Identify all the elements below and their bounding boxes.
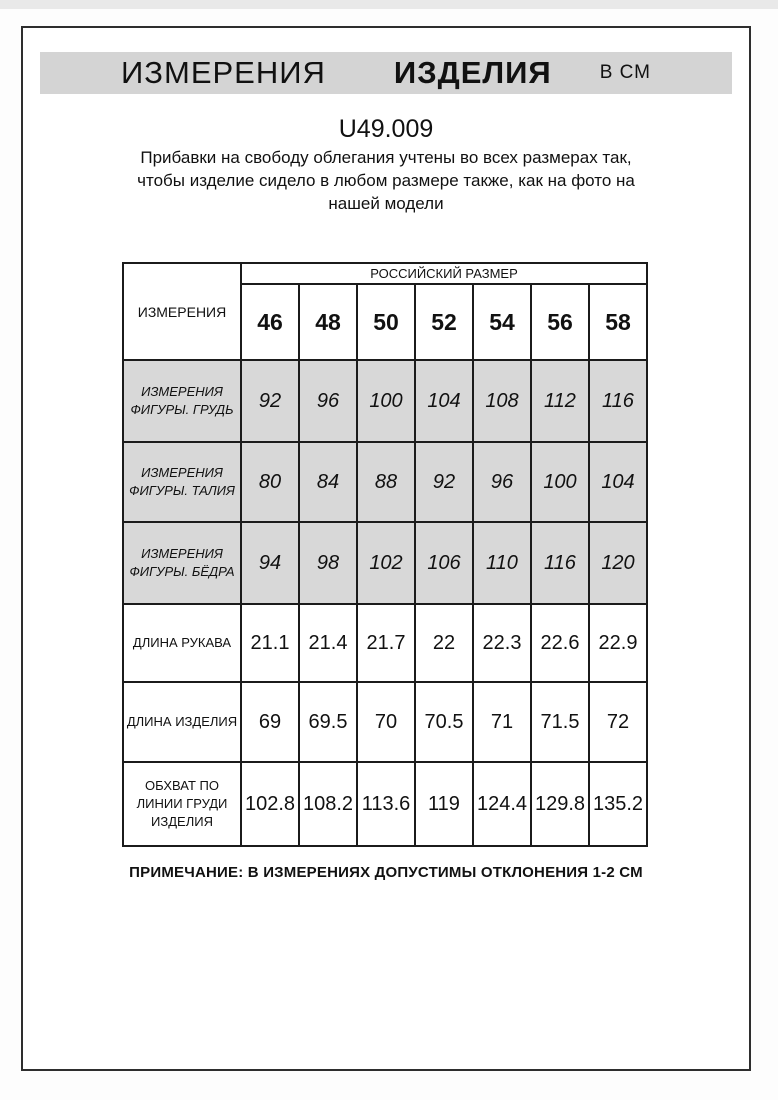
table-row-figure-chest bbox=[123, 360, 647, 442]
row-label: ДЛИНА РУКАВА bbox=[123, 604, 241, 682]
cell-value: 120 bbox=[589, 522, 647, 604]
scan-artifact-strip bbox=[0, 0, 778, 9]
cell-value: 104 bbox=[589, 442, 647, 522]
cell-value: 112 bbox=[531, 360, 589, 442]
row-label: ОБХВАТ ПО ЛИНИИ ГРУДИ ИЗДЕЛИЯ bbox=[123, 762, 241, 846]
fit-description bbox=[23, 146, 749, 215]
size-cell: 54 bbox=[473, 284, 531, 360]
size-cell: 46 bbox=[241, 284, 299, 360]
cell-value: 22.9 bbox=[589, 604, 647, 682]
cell-value: 21.4 bbox=[299, 604, 357, 682]
cell-value: 129.8 bbox=[531, 762, 589, 846]
cell-value: 71.5 bbox=[531, 682, 589, 762]
size-cell: 58 bbox=[589, 284, 647, 360]
table-row-item-length bbox=[123, 682, 647, 762]
cell-value: 96 bbox=[473, 442, 531, 522]
row-label: ИЗМЕРЕНИЯ ФИГУРЫ. БЁДРА bbox=[123, 522, 241, 604]
cell-value: 88 bbox=[357, 442, 415, 522]
title-banner bbox=[40, 52, 732, 94]
table-header-row bbox=[123, 263, 647, 284]
cell-value: 71 bbox=[473, 682, 531, 762]
cell-value: 22.3 bbox=[473, 604, 531, 682]
title-unit: В СМ bbox=[599, 62, 651, 83]
cell-value: 22 bbox=[415, 604, 473, 682]
row-label: ДЛИНА ИЗДЕЛИЯ bbox=[123, 682, 241, 762]
title-measurements: ИЗМЕРЕНИЯ bbox=[121, 55, 326, 90]
cell-value: 116 bbox=[589, 360, 647, 442]
fit-description-line: чтобы изделие сидело в любом размере также, как на фото на bbox=[137, 171, 635, 190]
cell-value: 100 bbox=[357, 360, 415, 442]
table-row-figure-hips bbox=[123, 522, 647, 604]
size-cell: 56 bbox=[531, 284, 589, 360]
cell-value: 70.5 bbox=[415, 682, 473, 762]
cell-value: 100 bbox=[531, 442, 589, 522]
cell-value: 69.5 bbox=[299, 682, 357, 762]
cell-value: 70 bbox=[357, 682, 415, 762]
cell-value: 102.8 bbox=[241, 762, 299, 846]
cell-value: 92 bbox=[241, 360, 299, 442]
cell-value: 108 bbox=[473, 360, 531, 442]
page-frame bbox=[21, 26, 751, 1071]
title-product: ИЗДЕЛИЯ bbox=[393, 55, 552, 90]
cell-value: 96 bbox=[299, 360, 357, 442]
table-row-chest-girth bbox=[123, 762, 647, 846]
size-cell: 50 bbox=[357, 284, 415, 360]
cell-value: 124.4 bbox=[473, 762, 531, 846]
table-row-sleeve-length bbox=[123, 604, 647, 682]
row-label: ИЗМЕРЕНИЯ ФИГУРЫ. ТАЛИЯ bbox=[123, 442, 241, 522]
cell-value: 21.7 bbox=[357, 604, 415, 682]
cell-value: 106 bbox=[415, 522, 473, 604]
cell-value: 110 bbox=[473, 522, 531, 604]
cell-value: 135.2 bbox=[589, 762, 647, 846]
size-table bbox=[122, 262, 648, 847]
fit-description-line: Прибавки на свободу облегания учтены во всех размерах так, bbox=[140, 148, 632, 167]
size-cell: 52 bbox=[415, 284, 473, 360]
fit-description-line: нашей модели bbox=[328, 194, 444, 213]
product-code: U49.009 bbox=[338, 115, 434, 143]
cell-value: 119 bbox=[415, 762, 473, 846]
cell-value: 104 bbox=[415, 360, 473, 442]
cell-value: 108.2 bbox=[299, 762, 357, 846]
cell-value: 72 bbox=[589, 682, 647, 762]
table-row-figure-waist bbox=[123, 442, 647, 522]
cell-value: 94 bbox=[241, 522, 299, 604]
cell-value: 69 bbox=[241, 682, 299, 762]
cell-value: 116 bbox=[531, 522, 589, 604]
cell-value: 80 bbox=[241, 442, 299, 522]
tolerance-note: ПРИМЕЧАНИЕ: В ИЗМЕРЕНИЯХ ДОПУСТИМЫ ОТКЛОНЕНИЯ 1-2 СМ bbox=[129, 864, 643, 881]
cell-value: 102 bbox=[357, 522, 415, 604]
cell-value: 113.6 bbox=[357, 762, 415, 846]
row-label: ИЗМЕРЕНИЯ ФИГУРЫ. ГРУДЬ bbox=[123, 360, 241, 442]
russian-size-header: РОССИЙСКИЙ РАЗМЕР bbox=[241, 263, 647, 284]
cell-value: 84 bbox=[299, 442, 357, 522]
cell-value: 21.1 bbox=[241, 604, 299, 682]
size-cell: 48 bbox=[299, 284, 357, 360]
cell-value: 98 bbox=[299, 522, 357, 604]
cell-value: 92 bbox=[415, 442, 473, 522]
cell-value: 22.6 bbox=[531, 604, 589, 682]
corner-label: ИЗМЕРЕНИЯ bbox=[123, 263, 241, 360]
